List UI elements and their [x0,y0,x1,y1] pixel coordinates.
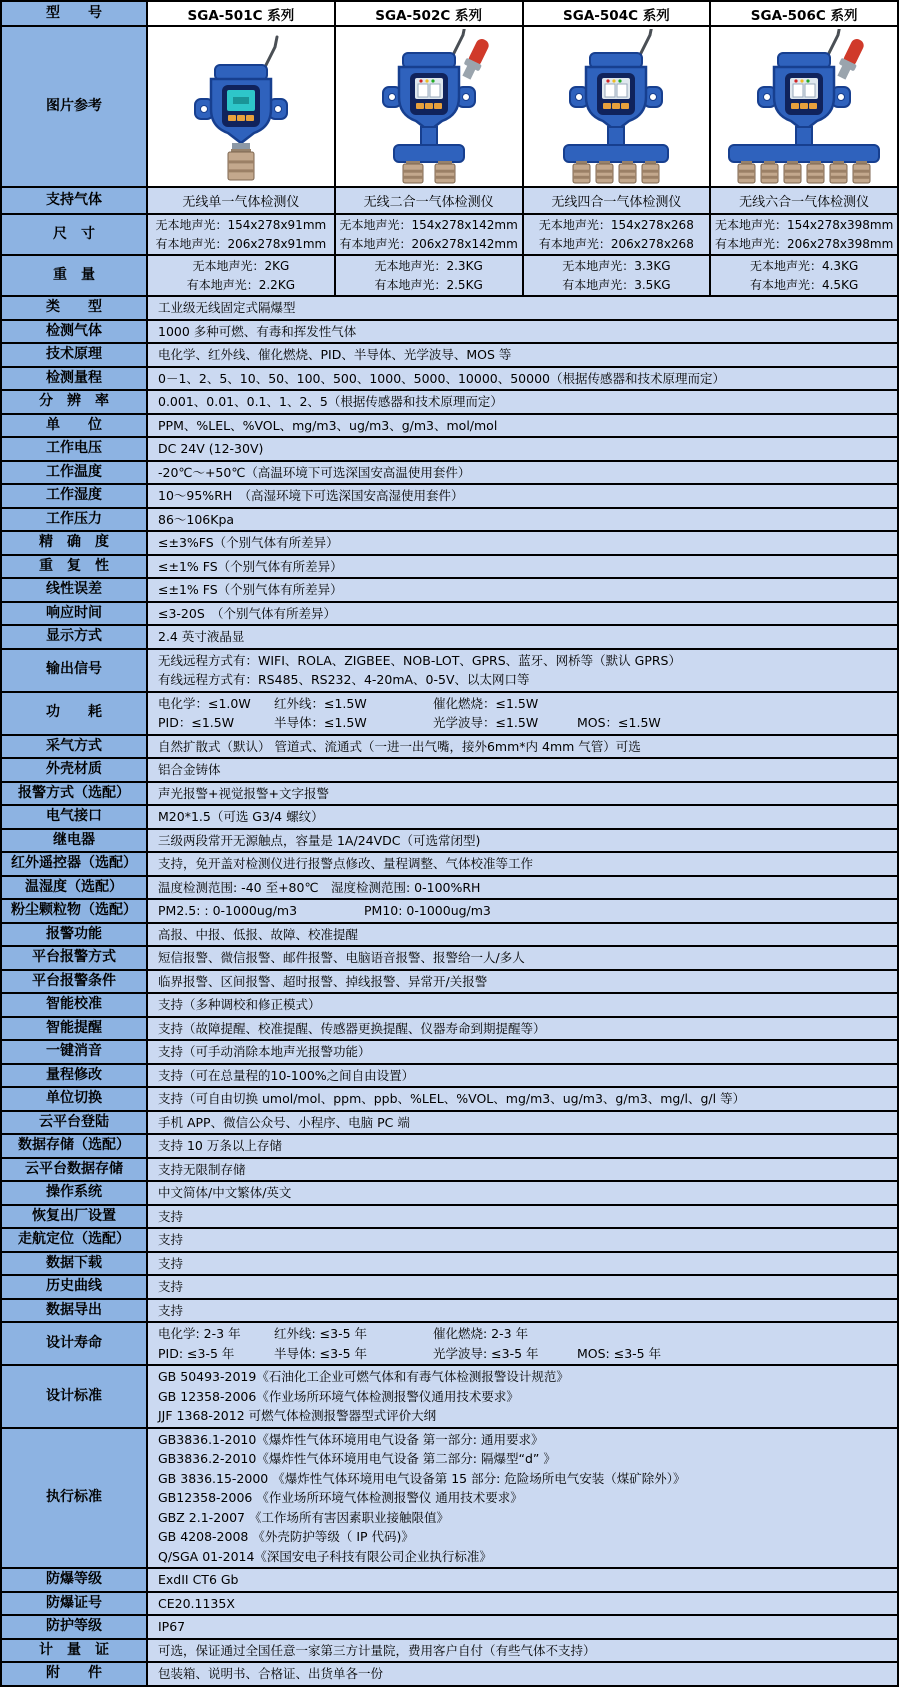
spec-label-factory-reset: 恢复出厂设置 [2,1206,148,1228]
spec-value-line: 支持 [158,1208,184,1224]
spec-label-output-signal: 输出信号 [2,650,148,691]
spec-value-data-storage [148,1135,897,1157]
spec-row-nav-location [2,1229,897,1253]
spec-value-line: 可选，保证通过全国任意一家第三方计量院，费用客户自付（有些气体不支持） [158,1642,596,1658]
spec-value-factory-reset [148,1206,897,1228]
spec-value-line: GB 12358-2006《作业场所环境气体检测报警仪通用技术要求》 [158,1388,519,1404]
spec-value-line: 临界报警、区间报警、超时报警、掉线报警、异常开/关报警 [158,973,488,989]
spec-row-repeatability [2,556,897,580]
spec-row-detect-gas [2,321,897,345]
spec-label-ex-cert: 防爆证号 [2,1593,148,1615]
model-sga-501c: SGA-501C 系列 [148,2,336,25]
spec-row-alarm-levels [2,924,897,948]
spec-row-one-key-mute [2,1041,897,1065]
spec-value-repeatability [148,556,897,578]
spec-row-range [2,368,897,392]
spec-label-data-storage: 数据存储（选配） [2,1135,148,1157]
spec-value-segment: 光学波导：≤1.5W [433,715,539,730]
spec-value-range-edit [148,1065,897,1087]
size-value [524,215,712,254]
spec-value-data-export [148,1300,897,1322]
spec-value-line [158,694,893,714]
weight-line: 无本地声光：2.3KG [374,258,483,273]
spec-value-line: 短信报警、微信报警、邮件报警、电脑语音报警、报警给一人/多人 [158,950,525,965]
spec-value-line: 支持（可在总量程的10-100%之间自由设置） [158,1067,415,1083]
spec-value-segment: 催化燃烧: 2-3 年 [433,1326,529,1341]
weight-line: 有本地声光：2.5KG [374,277,483,292]
spec-value-line: GB 4208-2008 《外壳防护等级（ IP 代码)》 [158,1529,414,1544]
spec-value-line: 有线远程方式有：RS485、RS232、4-20mA、0-5V、以太网口等 [158,672,530,687]
spec-value-voltage [148,438,897,460]
spec-value-os [148,1182,897,1204]
spec-row-smart-cal [2,994,897,1018]
size-line: 无本地声光：154x278x398mm [714,217,894,232]
spec-value-platform-alarm-cond [148,971,897,993]
spec-label-cloud-login: 云平台登陆 [2,1112,148,1134]
gas-value: 无线六合一气体检测仪 [711,188,897,213]
spec-value-line [158,901,893,921]
size-value [711,215,897,254]
spec-label-relay: 继电器 [2,830,148,852]
spec-value-segment: MOS：≤1.5W [577,715,661,730]
spec-value-line: 电化学、红外线、催化燃烧、PID、半导体、光学波导、MOS 等 [158,347,512,362]
spec-value-nav-location [148,1229,897,1251]
spec-label-ir-remote: 红外遥控器（选配） [2,853,148,875]
spec-value-temp-humidity [148,877,897,899]
spec-value-line: 温度检测范围: -40 至+80℃ 湿度检测范围: 0-100%RH [158,879,481,895]
spec-value-line: Q/SGA 01-2014《深国安电子科技有限公司企业执行标准》 [158,1548,492,1564]
size-line: 有本地声光：206x278x398mm [714,236,894,251]
spec-value-segment: 半导体：≤1.5W [274,715,367,730]
spec-label-electrical-port: 电气接口 [2,806,148,828]
spec-value-line: ExdII CT6 Gb [158,1572,239,1587]
spec-value-line: 0.001、0.01、0.1、1、2、5（根据传感器和技术原理而定） [158,394,503,409]
spec-value-line: GB12358-2006 《作业场所环境气体检测报警仪 通用技术要求》 [158,1490,523,1505]
spec-row-work-humidity [2,485,897,509]
spec-value-line: 2.4 英寸液晶显 [158,629,245,644]
spec-label-cloud-storage: 云平台数据存储 [2,1159,148,1181]
spec-label-resolution: 分 辨 率 [2,391,148,413]
size-line: 无本地声光：154x278x268 [538,217,694,232]
spec-label-alarm-levels: 报警功能 [2,924,148,946]
spec-value-sampling [148,736,897,758]
spec-value-line: 支持（可自由切换 umol/mol、ppm、ppb、%LEL、%VOL、mg/m3、ug/m3、g/m3、mg/l、g/l 等） [158,1091,746,1106]
spec-label-voltage: 工作电压 [2,438,148,460]
spec-value-design-std [148,1366,897,1427]
spec-row-design-std [2,1366,897,1429]
spec-value-housing [148,759,897,781]
spec-value-cloud-storage [148,1159,897,1181]
weight-row [2,256,897,297]
spec-label-dust: 粉尘颗粒物（选配） [2,900,148,922]
spec-label-metering-cert: 计 量 证 [2,1640,148,1662]
spec-value-response-time [148,603,897,625]
spec-row-ex-cert [2,1593,897,1617]
spec-row-dust [2,900,897,924]
spec-value-detect-gas [148,321,897,343]
spec-value-line [158,713,893,733]
spec-label-design-std: 设计标准 [2,1366,148,1427]
weight-value [524,256,712,295]
spec-row-output-signal [2,650,897,693]
spec-value-line: CE20.1135X [158,1595,235,1611]
spec-row-relay [2,830,897,854]
device-image-sga-504c [524,27,712,186]
spec-row-platform-alarm-mode [2,947,897,971]
spec-value-segment: 电化学: 2-3 年 [158,1326,241,1341]
spec-label-accuracy: 精 确 度 [2,532,148,554]
spec-value-segment: 电化学：≤1.0W [158,695,251,711]
spec-value-type [148,297,897,319]
spec-value-line: 包装箱、说明书、合格证、出货单各一份 [158,1666,384,1681]
spec-label-accessories: 附 件 [2,1663,148,1685]
gas-row [2,188,897,215]
spec-value-data-download [148,1253,897,1275]
gas-value: 无线单一气体检测仪 [148,188,336,213]
spec-row-range-edit [2,1065,897,1089]
spec-row-accuracy [2,532,897,556]
spec-label-power: 功 耗 [2,693,148,734]
spec-label-sampling: 采气方式 [2,736,148,758]
image-row-label: 图片参考 [2,27,148,186]
spec-value-design-life [148,1323,897,1364]
spec-row-data-download [2,1253,897,1277]
spec-value-line: 支持（多种调校和修正模式） [158,997,321,1012]
spec-label-linearity: 线性误差 [2,579,148,601]
spec-value-segment: 催化燃烧：≤1.5W [433,695,539,711]
spec-value-segment: 半导体: ≤3-5 年 [274,1345,368,1361]
spec-label-temp-humidity: 温湿度（选配） [2,877,148,899]
spec-label-principle: 技术原理 [2,344,148,366]
spec-value-line: 声光报警+视觉报警+文字报警 [158,785,329,801]
spec-label-display: 显示方式 [2,626,148,648]
spec-value-accuracy [148,532,897,554]
gas-row-label: 支持气体 [2,188,148,213]
spec-label-alarm-mode: 报警方式（选配） [2,783,148,805]
spec-value-line: 支持，免开盖对检测仪进行报警点修改、量程调整、气体校准等工作 [158,856,534,871]
spec-value-segment: PID: ≤3-5 年 [158,1345,235,1361]
spec-label-range-edit: 量程修改 [2,1065,148,1087]
spec-row-exec-std [2,1429,897,1570]
device-image-sga-502c [336,27,524,186]
spec-row-unit-switch [2,1088,897,1112]
spec-value-relay [148,830,897,852]
spec-value-ip-grade [148,1616,897,1638]
size-line: 无本地声光：154x278x91mm [155,217,327,232]
spec-value-segment: MOS: ≤3-5 年 [577,1345,662,1361]
spec-value-line: ≤±1% FS（个别气体有所差异） [158,558,343,574]
spec-value-line: M20*1.5（可选 G3/4 螺纹） [158,809,324,824]
size-row [2,215,897,256]
spec-value-work-humidity [148,485,897,507]
header-row [2,2,897,27]
size-row-label: 尺 寸 [2,215,148,254]
spec-value-smart-remind [148,1018,897,1040]
gas-value: 无线四合一气体检测仪 [524,188,712,213]
spec-value-line: 1000 多种可燃、有毒和挥发性气体 [158,323,357,339]
spec-label-type: 类 型 [2,297,148,319]
spec-row-unit [2,415,897,439]
spec-value-ir-remote [148,853,897,875]
spec-value-alarm-mode [148,783,897,805]
spec-label-history-curve: 历史曲线 [2,1276,148,1298]
spec-value-electrical-port [148,806,897,828]
spec-value-line: 铝合金铸体 [158,762,221,777]
spec-row-resolution [2,391,897,415]
gas-value: 无线二合一气体检测仪 [336,188,524,213]
spec-row-design-life [2,1323,897,1366]
spec-value-ex-grade [148,1569,897,1591]
spec-label-data-export: 数据导出 [2,1300,148,1322]
spec-value-line: 支持无限制存储 [158,1161,246,1177]
spec-row-os [2,1182,897,1206]
spec-value-principle [148,344,897,366]
spec-row-electrical-port [2,806,897,830]
spec-row-sampling [2,736,897,760]
spec-value-alarm-levels [148,924,897,946]
weight-value [711,256,897,295]
spec-value-output-signal [148,650,897,691]
spec-row-data-storage [2,1135,897,1159]
spec-value-line: 手机 APP、微信公众号、小程序、电脑 PC 端 [158,1114,410,1130]
image-row [2,27,897,188]
spec-row-ex-grade [2,1569,897,1593]
spec-value-resolution [148,391,897,413]
spec-value-display [148,626,897,648]
weight-line: 无本地声光：2KG [192,258,290,273]
size-line: 有本地声光：206x278x268 [538,236,694,251]
model-sga-506c: SGA-506C 系列 [711,2,897,25]
spec-row-display [2,626,897,650]
spec-value-metering-cert [148,1640,897,1662]
spec-row-housing [2,759,897,783]
spec-value-history-curve [148,1276,897,1298]
spec-label-one-key-mute: 一键消音 [2,1041,148,1063]
spec-label-smart-remind: 智能提醒 [2,1018,148,1040]
spec-row-ir-remote [2,853,897,877]
spec-label-platform-alarm-mode: 平台报警方式 [2,947,148,969]
spec-value-segment: PM10: 0-1000ug/m3 [364,903,491,918]
weight-value [336,256,524,295]
spec-row-type [2,297,897,321]
spec-label-housing: 外壳材质 [2,759,148,781]
spec-value-line: 中文简体/中文繁体/英文 [158,1185,292,1200]
device-image-sga-501c [148,27,336,186]
spec-label-response-time: 响应时间 [2,603,148,625]
spec-row-platform-alarm-cond [2,971,897,995]
spec-label-data-download: 数据下载 [2,1253,148,1275]
spec-value-unit-switch [148,1088,897,1110]
spec-value-exec-std [148,1429,897,1568]
spec-value-line: IP67 [158,1619,186,1634]
spec-row-alarm-mode [2,783,897,807]
spec-value-line: 86～106Kpa [158,511,235,527]
spec-value-line: -20℃～+50℃（高温环境下可选深国安高温使用套件） [158,464,471,480]
spec-value-line: ≤±1% FS（个别气体有所差异） [158,582,343,597]
spec-label-design-life: 设计寿命 [2,1323,148,1364]
spec-row-response-time [2,603,897,627]
spec-label-exec-std: 执行标准 [2,1429,148,1568]
weight-line: 有本地声光：2.2KG [186,277,295,292]
model-header-label: 型 号 [2,2,148,25]
spec-value-line: GBZ 2.1-2007 《工作场所有害因素职业接触限值》 [158,1509,449,1525]
spec-row-ip-grade [2,1616,897,1640]
spec-value-segment: PM2.5: : 0-1000ug/m3 [158,903,298,918]
spec-row-cloud-login [2,1112,897,1136]
spec-label-nav-location: 走航定位（选配） [2,1229,148,1251]
spec-value-line: 三级两段常开无源触点，容量是 1A/24VDC（可选常闭型) [158,832,481,848]
size-line: 有本地声光：206x278x91mm [155,236,327,251]
spec-label-ip-grade: 防护等级 [2,1616,148,1638]
spec-row-data-export [2,1300,897,1324]
model-sga-504c: SGA-504C 系列 [524,2,712,25]
weight-line: 有本地声光：4.5KG [749,277,859,292]
spec-value-power [148,693,897,734]
spec-row-linearity [2,579,897,603]
spec-value-line: ≤3-20S （个别气体有所差异） [158,605,337,621]
spec-value-line: 0－1、2、5、10、50、100、500、1000、5000、10000、50000（根据传感器和技术原理而定） [158,370,725,386]
spec-value-line: 支持（可手动消除本地声光报警功能） [158,1044,371,1059]
spec-value-unit [148,415,897,437]
spec-value-range [148,368,897,390]
spec-label-range: 检测量程 [2,368,148,390]
spec-value-line: 工业级无线固定式隔爆型 [158,300,296,315]
spec-value-line [158,1324,893,1344]
spec-value-line: 自然扩散式（默认） 管道式、流通式（一进一出气嘴，接外6mm*内 4mm 气管）可选 [158,738,641,754]
spec-value-line: 支持 [158,1255,184,1271]
spec-value-line: GB 50493-2019《石油化工企业可燃气体和有毒气体检测报警设计规范》 [158,1369,569,1384]
size-value [336,215,524,254]
spec-row-history-curve [2,1276,897,1300]
spec-value-ex-cert [148,1593,897,1615]
spec-value-line: 无线远程方式有：WIFI、ROLA、ZIGBEE、NOB-LOT、GPRS、蓝牙、网桥等（默认 GPRS） [158,652,681,668]
spec-value-segment: 红外线：≤1.5W [274,695,367,711]
spec-label-ex-grade: 防爆等级 [2,1569,148,1591]
spec-value-line: 高报、中报、低报、故障、校准提醒 [158,926,359,942]
spec-value-line: 10～95%RH （高湿环境下可选深国安高湿使用套件） [158,488,464,503]
size-line: 无本地声光：154x278x142mm [339,217,518,232]
spec-value-line: GB3836.2-2010《爆炸性气体环境用电气设备 第二部分: 隔爆型“d” 》 [158,1451,556,1466]
spec-label-detect-gas: 检测气体 [2,321,148,343]
spec-value-work-pressure [148,509,897,531]
spec-value-line: PPM、%LEL、%VOL、mg/m3、ug/m3、g/m3、mol/mol [158,417,498,433]
spec-value-line: 支持 [158,1302,184,1318]
size-line: 有本地声光：206x278x142mm [339,236,518,251]
spec-value-segment: 红外线: ≤3-5 年 [274,1326,368,1341]
spec-label-work-pressure: 工作压力 [2,509,148,531]
spec-value-work-temp [148,462,897,484]
spec-label-unit: 单 位 [2,415,148,437]
spec-value-cloud-login [148,1112,897,1134]
spec-row-metering-cert [2,1640,897,1664]
spec-value-smart-cal [148,994,897,1016]
spec-row-principle [2,344,897,368]
weight-line: 无本地声光：4.3KG [749,258,859,273]
weight-line: 无本地声光：3.3KG [562,258,671,273]
spec-label-smart-cal: 智能校准 [2,994,148,1016]
spec-row-power [2,693,897,736]
spec-row-voltage [2,438,897,462]
spec-value-line: 支持 [158,1279,184,1294]
spec-rows-section [2,297,897,1685]
spec-label-platform-alarm-cond: 平台报警条件 [2,971,148,993]
spec-value-segment: 光学波导: ≤3-5 年 [433,1345,539,1361]
spec-value-line: JJF 1368-2012 可燃气体检测报警器型式评价大纲 [158,1408,437,1423]
model-sga-502c: SGA-502C 系列 [336,2,524,25]
spec-value-line: 支持（故障提醒、校准提醒、传感器更换提醒、仪器寿命到期提醒等） [158,1020,546,1036]
spec-value-one-key-mute [148,1041,897,1063]
spec-value-accessories [148,1663,897,1685]
spec-value-linearity [148,579,897,601]
spec-value-line [158,1344,893,1364]
spec-label-unit-switch: 单位切换 [2,1088,148,1110]
spec-value-segment: PID：≤1.5W [158,715,235,730]
weight-line: 有本地声光：3.5KG [562,277,671,292]
spec-value-line: GB3836.1-2010《爆炸性气体环境用电气设备 第一部分: 通用要求》 [158,1431,544,1447]
spec-value-dust [148,900,897,922]
spec-row-accessories [2,1663,897,1685]
size-value [148,215,336,254]
spec-value-platform-alarm-mode [148,947,897,969]
spec-row-temp-humidity [2,877,897,901]
spec-value-line: 支持 10 万条以上存储 [158,1138,282,1153]
spec-value-line: 支持 [158,1232,184,1247]
device-image-sga-506c [711,27,897,186]
spec-row-smart-remind [2,1018,897,1042]
spec-label-work-humidity: 工作湿度 [2,485,148,507]
weight-value [148,256,336,295]
spec-value-line: GB 3836.15-2000 《爆炸性气体环境用电气设备第 15 部分: 危险场所电气安装（煤矿除外）》 [158,1470,686,1486]
spec-value-line: DC 24V (12-30V) [158,441,264,456]
weight-row-label: 重 量 [2,256,148,295]
spec-row-factory-reset [2,1206,897,1230]
spec-label-os: 操作系统 [2,1182,148,1204]
spec-label-work-temp: 工作温度 [2,462,148,484]
spec-value-line: ≤±3%FS（个别气体有所差异） [158,535,339,550]
spec-row-cloud-storage [2,1159,897,1183]
spec-row-work-pressure [2,509,897,533]
spec-label-repeatability: 重 复 性 [2,556,148,578]
spec-row-work-temp [2,462,897,486]
